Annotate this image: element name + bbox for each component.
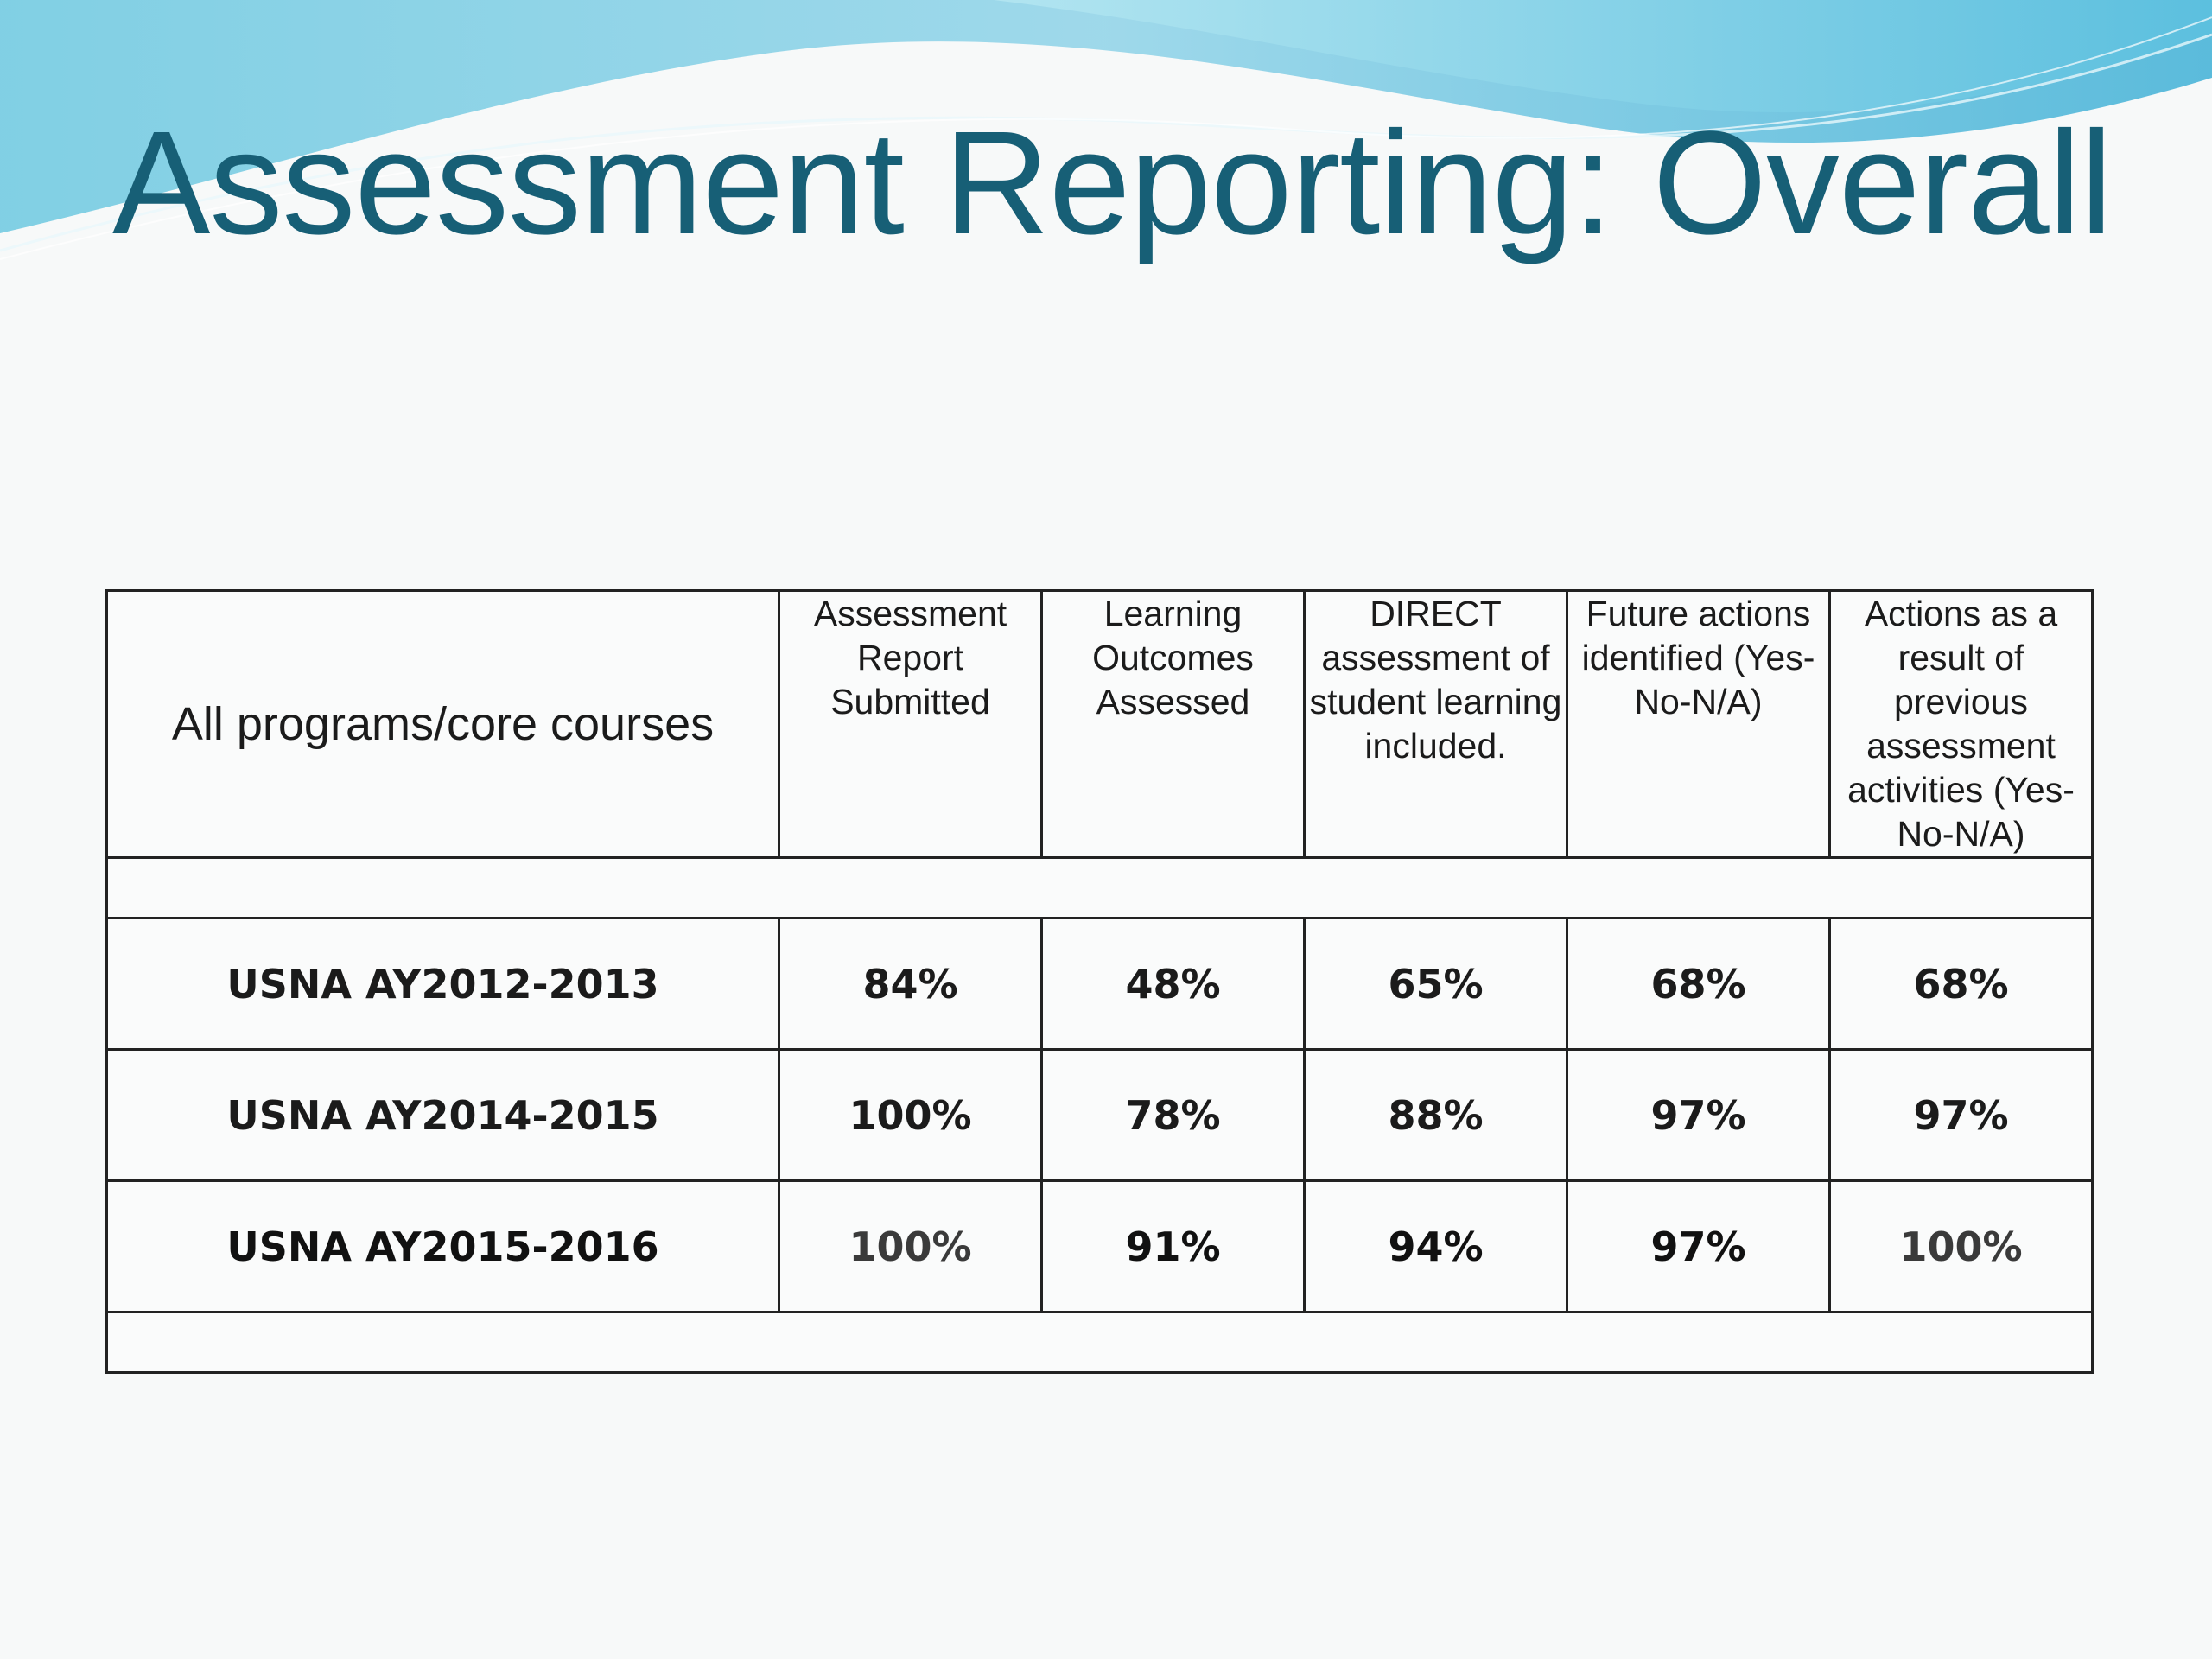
table-cell: 48%: [1042, 918, 1305, 1050]
table-cell: 65%: [1305, 918, 1567, 1050]
table-cell: 78%: [1042, 1050, 1305, 1181]
table-row: [107, 918, 2093, 1050]
row-label: USNA AY2012-2013: [107, 918, 779, 1050]
table-row: [107, 1181, 2093, 1313]
table-cell: 97%: [1567, 1181, 1830, 1313]
table-cell: 100%: [779, 1050, 1042, 1181]
table-cell: 97%: [1830, 1050, 2093, 1181]
table-row: [107, 1050, 2093, 1181]
row-label: USNA AY2015-2016: [107, 1181, 779, 1313]
column-header: Learning Outcomes Assessed: [1042, 591, 1305, 858]
slide-title: Assessment Reporting: Overall: [112, 101, 2113, 265]
table-cell: 100%: [1830, 1181, 2093, 1313]
column-header: Assessment Report Submitted: [779, 591, 1042, 858]
spacer-row: [107, 858, 2093, 918]
table-cell: 97%: [1567, 1050, 1830, 1181]
table-header-row: [107, 591, 2093, 858]
table-cell: 91%: [1042, 1181, 1305, 1313]
column-header: Future actions identified (Yes-No-N/A): [1567, 591, 1830, 858]
spacer-cell: [107, 858, 2093, 918]
table-cell: 68%: [1567, 918, 1830, 1050]
corner-header: All programs/core courses: [107, 591, 779, 858]
table-cell: 84%: [779, 918, 1042, 1050]
assessment-table: [105, 589, 2094, 1374]
row-label: USNA AY2014-2015: [107, 1050, 779, 1181]
table-cell: 68%: [1830, 918, 2093, 1050]
spacer-row: [107, 1313, 2093, 1373]
table-cell: 94%: [1305, 1181, 1567, 1313]
column-header: DIRECT assessment of student learning included.: [1305, 591, 1567, 858]
spacer-cell: [107, 1313, 2093, 1373]
column-header: Actions as a result of previous assessment activities (Yes-No-N/A): [1830, 591, 2093, 858]
table-cell: 100%: [779, 1181, 1042, 1313]
table-cell: 88%: [1305, 1050, 1567, 1181]
